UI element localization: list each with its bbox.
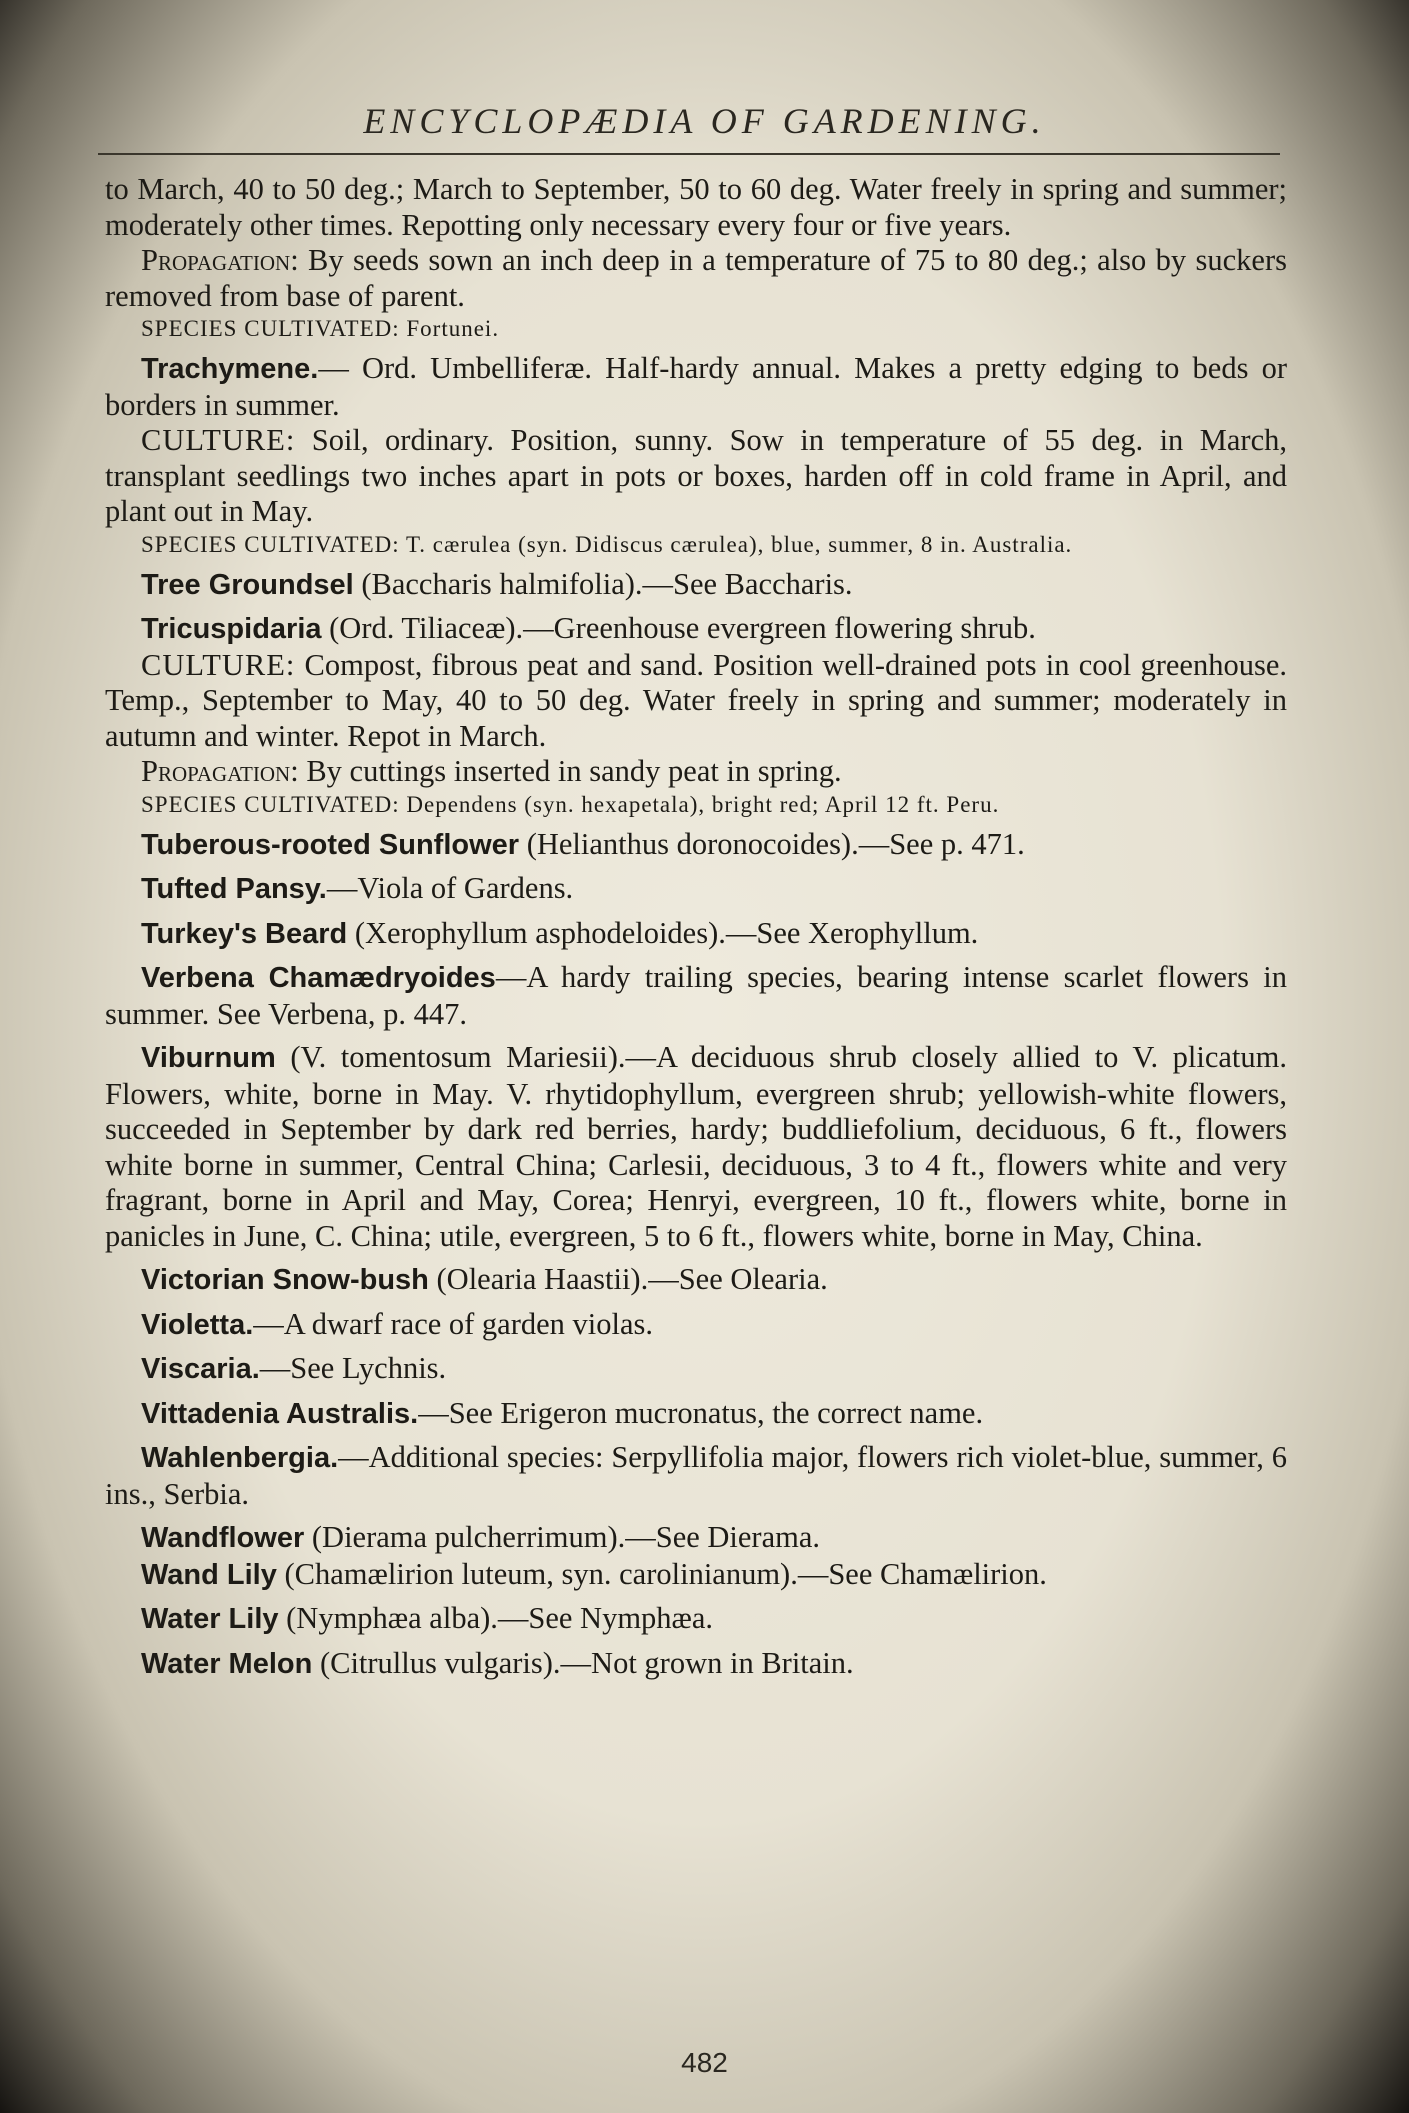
propagation-text: By seeds sown an inch deep in a temperature of 75 to 80 deg.; also by suckers removed from base of parent. (105, 243, 1287, 313)
entry-headword: Tree Groundsel (141, 568, 354, 601)
entry-wand-lily (105, 1557, 1287, 1594)
propagation-label: Propagation: (141, 243, 299, 277)
entry-text: (Helianthus doronocoides).—See p. 471. (519, 826, 1025, 861)
entry-text: (Chamælirion luteum, syn. carolinianum).—See Chamælirion. (276, 1556, 1047, 1591)
entry-text: —See Erigeron mucronatus, the correct name. (418, 1395, 984, 1430)
culture-label: CULTURE: (141, 647, 296, 682)
continuation-species (105, 314, 1287, 343)
species-label: SPECIES CULTIVATED: (141, 791, 400, 817)
entry-text: — Ord. Umbelliferæ. Half-hardy annual. Makes a pretty edging to beds or borders in summer. (105, 351, 1287, 422)
entry-headword: Tricuspidaria (141, 613, 322, 645)
entry-text: (V. tomentosum Mariesii).—A deciduous shrub closely allied to V. plicatum. Flowers, white, borne in May. V. rhytidophyllum, evergreen shrub; yellowish-white flowers, succeeded in September by dark red berries, hardy; buddliefolium, deciduous, 6 ft., flowers white borne in summer, Central China; Carlesii, deciduous, 3 to 4 ft., flowers white and very fragrant, borne in April and May, Corea; Henryi, evergreen, 10 ft., flowers white, borne in panicles in June, C. China; utile, evergreen, 5 to 6 ft., flowers white, borne in May, China. (105, 1040, 1287, 1253)
entry-text: —A dwarf race of garden violas. (253, 1306, 654, 1341)
propagation-label: Propagation: (141, 754, 299, 788)
species-label: SPECIES CULTIVATED: (141, 316, 400, 341)
entry-headword: Water Melon (141, 1647, 313, 1680)
entry-headword: Viburnum (141, 1042, 276, 1074)
species-label: SPECIES CULTIVATED: (141, 531, 400, 557)
entry-text: —A hardy trailing species, bearing intense scarlet flowers in summer. See Verbena, p. 447. (105, 960, 1287, 1031)
tricuspidaria-culture (105, 648, 1287, 755)
entry-headword: Turkey's Beard (141, 917, 348, 950)
entry-headword: Violetta. (141, 1308, 254, 1341)
entry-text: (Citrullus vulgaris).—Not grown in Britain. (312, 1645, 854, 1680)
header-rule (98, 153, 1280, 155)
continuation-paragraph: to March, 40 to 50 deg.; March to September, 50 to 60 deg. Water freely in spring and summer; moderately other times. Repotting only necessary every four or five years. (105, 172, 1287, 242)
entry-water-lily (105, 1601, 1287, 1638)
entry-text: (Xerophyllum asphodeloides).—See Xerophyllum. (347, 915, 979, 950)
entry-headword: Tuberous-rooted Sunflower (141, 828, 520, 861)
entry-headword: Trachymene. (141, 353, 319, 385)
species-text: T. cærulea (syn. Didiscus cærulea), blue, summer, 8 in. Australia. (399, 531, 1073, 557)
entry-text: (Ord. Tiliaceæ).—Greenhouse evergreen flowering shrub. (321, 611, 1036, 645)
entry-headword: Wahlenbergia. (141, 1442, 339, 1474)
entry-headword: Wand Lily (141, 1558, 277, 1591)
entry-headword: Vittadenia Australis. (141, 1397, 419, 1430)
entry-text: (Nymphæa alba).—See Nymphæa. (278, 1601, 714, 1635)
entry-tree-groundsel (105, 567, 1287, 604)
entry-text: —Additional species: Serpyllifolia major, flowers rich violet-blue, summer, 6 ins., Serbia. (105, 1440, 1287, 1511)
trachymene-culture (105, 423, 1287, 530)
entry-wandflower (105, 1520, 1287, 1557)
entry-headword: Tufted Pansy. (141, 873, 327, 905)
entry-text: (Olearia Haastii).—See Olearia. (428, 1262, 828, 1296)
culture-text: Compost, fibrous peat and sand. Position well-drained pots in cool greenhouse. Temp., September to May, 40 to 50 deg. Water freely in spring and summer; moderately in autumn and winter. Repot in March. (105, 647, 1287, 753)
entry-water-melon (105, 1646, 1287, 1683)
trachymene-species (105, 530, 1287, 559)
entry-text: (Dierama pulcherrimum).—See Dierama. (304, 1520, 821, 1554)
entry-text: —Viola of Gardens. (326, 871, 574, 905)
running-header: ENCYCLOPÆDIA OF GARDENING. (363, 101, 1046, 141)
entry-tufted-pansy (105, 871, 1287, 908)
tricuspidaria-propagation (105, 754, 1287, 790)
entry-text: —See Lychnis. (259, 1351, 447, 1385)
entry-headword: Victorian Snow-bush (141, 1264, 429, 1296)
entry-wahlenbergia (105, 1440, 1287, 1512)
entry-headword: Verbena Chamædryoides (141, 962, 496, 994)
entry-headword: Viscaria. (141, 1353, 260, 1385)
entry-vittadenia-australis (105, 1396, 1287, 1433)
entry-victorian-snow-bush (105, 1262, 1287, 1299)
entry-violetta (105, 1307, 1287, 1344)
propagation-text: By cuttings inserted in sandy peat in spring. (298, 754, 842, 788)
entry-tuberous-rooted-sunflower (105, 827, 1287, 864)
entry-headword: Water Lily (141, 1603, 279, 1635)
page-number: 482 (681, 2047, 728, 2078)
entry-turkeys-beard (105, 916, 1287, 953)
page-content (105, 172, 1287, 1682)
culture-label: CULTURE: (141, 423, 296, 457)
species-text: Fortunei. (399, 316, 500, 341)
continuation-propagation (105, 243, 1287, 314)
tricuspidaria-species (105, 790, 1287, 819)
entry-trachymene (105, 351, 1287, 423)
entry-viburnum (105, 1040, 1287, 1254)
entry-viscaria (105, 1351, 1287, 1388)
entry-text: (Baccharis halmifolia).—See Baccharis. (353, 566, 853, 601)
culture-text: Soil, ordinary. Position, sunny. Sow in temperature of 55 deg. in March, transplant seedlings two inches apart in pots or boxes, harden off in cold frame in April, and plant out in May. (105, 423, 1287, 528)
species-text: Dependens (syn. hexapetala), bright red; April 12 ft. Peru. (399, 791, 1000, 817)
entry-tricuspidaria (105, 611, 1287, 648)
entry-verbena-chamaedryoides (105, 960, 1287, 1032)
entry-headword: Wandflower (141, 1522, 305, 1554)
